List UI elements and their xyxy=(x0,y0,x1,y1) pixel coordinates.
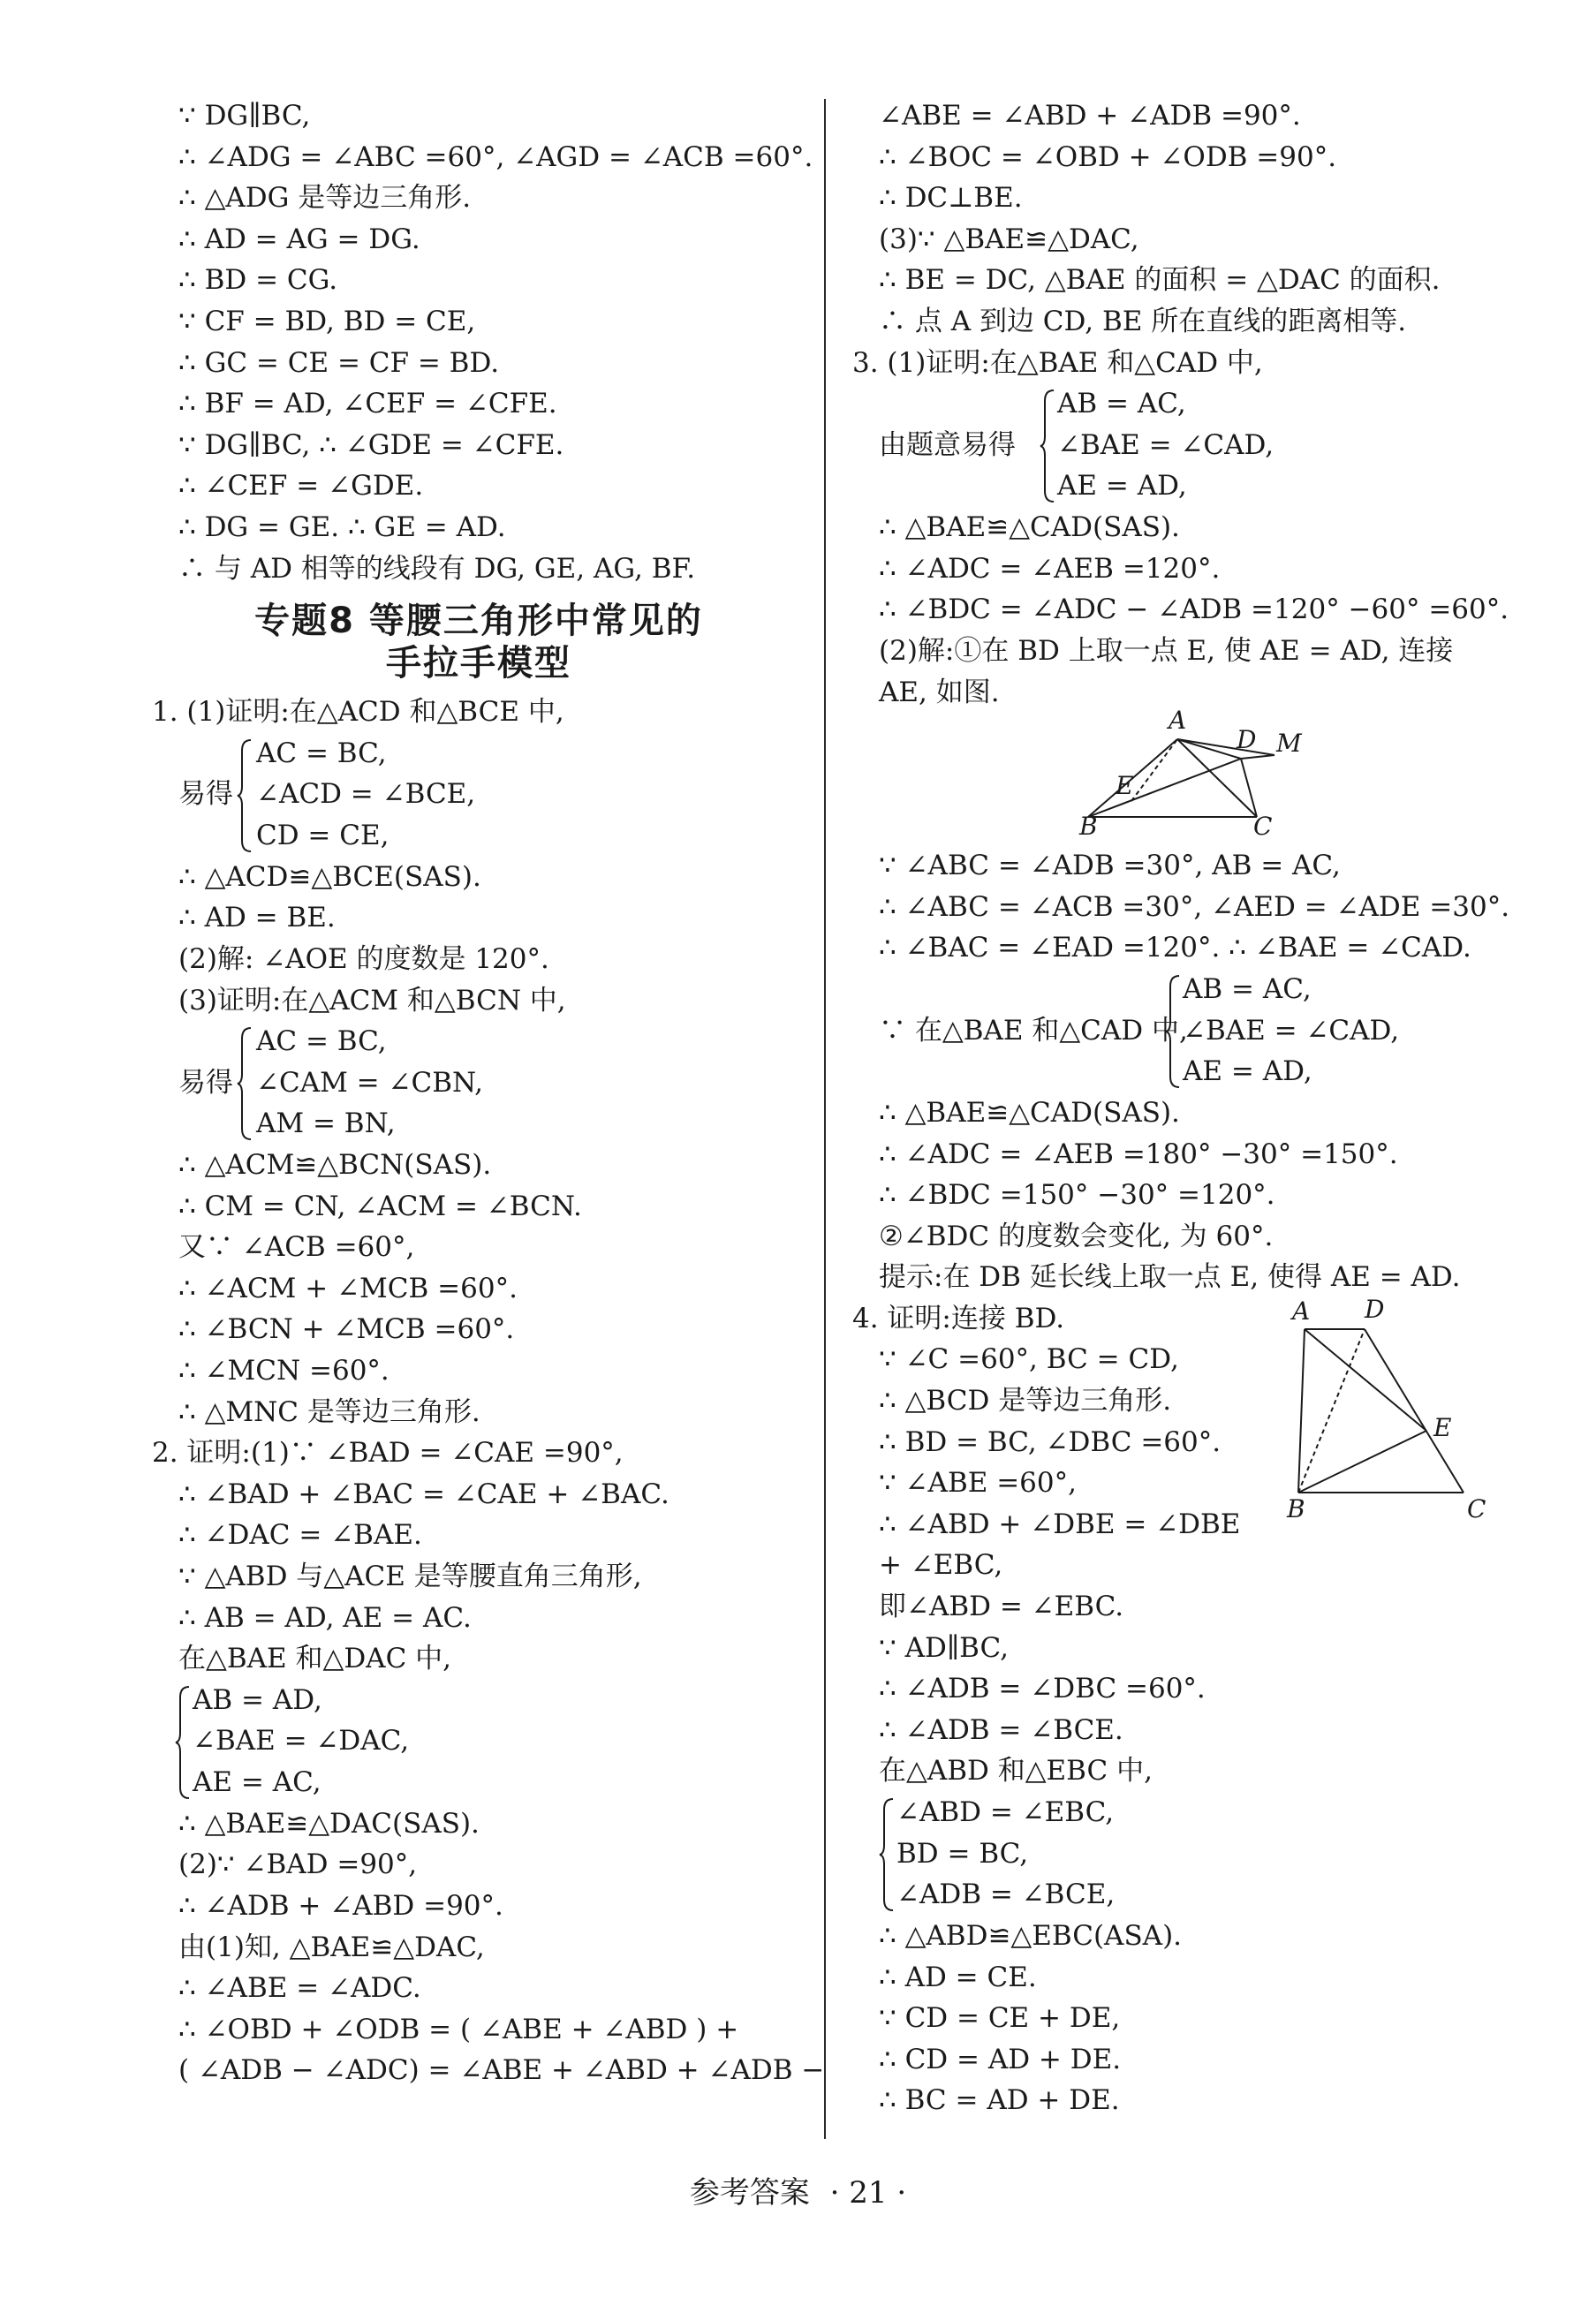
text-line: (2)解: ∠AOE 的度数是 120°. xyxy=(178,942,549,975)
text-line: ∵ ∠C =60°, BC = CD, xyxy=(879,1343,1179,1376)
text-line: ∴ ∠BAC = ∠EAD =120°. ∴ ∠BAE = ∠CAD. xyxy=(879,932,1471,964)
system-row: AE = AD, xyxy=(1057,470,1187,503)
point-label: B xyxy=(1079,812,1098,842)
equation-system xyxy=(152,1680,806,1803)
equation-system xyxy=(852,969,1524,1092)
text-line: ∴ ∠BDC = ∠ADC − ∠ADB =120° −60° =60°. xyxy=(879,593,1509,626)
text-line: (2)∵ ∠BAD =90°, xyxy=(178,1848,418,1881)
text-line: ∴ ∠ADG = ∠ABC =60°, ∠AGD = ∠ACB =60°. xyxy=(178,140,813,173)
system-row: AM = BN, xyxy=(256,1107,396,1140)
text-line: 又∵ ∠ACB =60°, xyxy=(178,1231,415,1264)
system-row: AB = AD, xyxy=(193,1683,322,1716)
text-line: ∵ ∠ABC = ∠ADB =30°, AB = AC, xyxy=(879,850,1341,882)
system-row: ∠ADB = ∠BCE, xyxy=(896,1878,1116,1911)
text-line: ∵ △ABD 与△ACE 是等腰直角三角形, xyxy=(178,1561,642,1593)
text-line: ∴ ∠BCN + ∠MCB =60°. xyxy=(178,1313,515,1346)
text-line: ∵ ∠ABE =60°, xyxy=(879,1467,1077,1500)
text-line: ∴ ∠ABD + ∠DBE = ∠DBE xyxy=(879,1508,1241,1540)
text-line: ∴ ∠BAD + ∠BAC = ∠CAE + ∠BAC. xyxy=(178,1478,669,1510)
system-row: ∠BAE = ∠DAC, xyxy=(193,1725,410,1758)
text-line: ∴ △ACM≌△BCN(SAS). xyxy=(178,1149,492,1182)
point-label: A xyxy=(1292,1296,1311,1326)
text-line: 提示:在 DB 延长线上取一点 E, 使得 AE = AD. xyxy=(879,1261,1461,1294)
text-line: ∴ ∠ADC = ∠AEB =180° −30° =150°. xyxy=(879,1138,1398,1170)
text-line: ∴ ∠ADB + ∠ABD =90°. xyxy=(178,1890,503,1922)
text-line: (2)解:①在 BD 上取一点 E, 使 AE = AD, 连接 xyxy=(879,634,1454,667)
system-row: ∠CAM = ∠CBN, xyxy=(256,1066,483,1099)
text-line: ∴ ∠OBD + ∠ODB = ( ∠ABE + ∠ABD ) + xyxy=(178,2013,739,2045)
column-divider xyxy=(824,99,826,2139)
text-line: ∴ BE = DC, △BAE 的面积 = △DAC 的面积. xyxy=(879,264,1441,297)
text-line: ∴ ∠ABE = ∠ADC. xyxy=(178,1972,421,2005)
system-row: ∠BAE = ∠CAD, xyxy=(1183,1014,1400,1047)
system-label: 由题意易得 xyxy=(879,428,1016,461)
figure-4 xyxy=(1287,1294,1506,1523)
system-row: AE = AD, xyxy=(1183,1055,1312,1088)
footer-label: 参考答案 xyxy=(689,2175,810,2211)
problem-3-heading: 3. (1)证明:在△BAE 和△CAD 中, xyxy=(852,346,1263,379)
text-line: ∴ DG = GE. ∴ GE = AD. xyxy=(178,510,506,543)
problem-4 xyxy=(852,1294,1524,2121)
text-line: + ∠EBC, xyxy=(879,1549,1003,1582)
text-line: ∵ CD = CE + DE, xyxy=(879,2002,1121,2035)
text-line: ∴ ∠ADB = ∠BCE. xyxy=(879,1713,1123,1746)
point-label: D xyxy=(1365,1294,1385,1324)
text-line: ∴ CM = CN, ∠ACM = ∠BCN. xyxy=(178,1190,582,1222)
text-line: ∴ ∠ADC = ∠AEB =120°. xyxy=(879,552,1221,585)
system-row: ∠ACD = ∠BCE, xyxy=(256,778,476,811)
equation-system xyxy=(852,383,1524,507)
system-row: AC = BC, xyxy=(256,737,387,769)
text-line: 在△BAE 和△DAC 中, xyxy=(178,1643,452,1675)
system-row: BD = BC, xyxy=(896,1837,1029,1870)
text-line: ∴ ∠ABC = ∠ACB =30°, ∠AED = ∠ADE =30°. xyxy=(879,890,1510,923)
system-label: ∵ 在△BAE 和△CAD 中, xyxy=(879,1014,1188,1047)
point-label: C xyxy=(1253,812,1273,842)
brace-icon xyxy=(1165,974,1183,1089)
point-label: M xyxy=(1276,729,1302,759)
text-line: ∴ ∠MCN =60°. xyxy=(178,1355,390,1387)
brace-icon xyxy=(237,1026,254,1141)
page-number: · 21 · xyxy=(829,2175,907,2211)
brace-icon xyxy=(879,1797,896,1912)
figure-3 xyxy=(852,706,1524,845)
text-line: ∴ BD = CG. xyxy=(178,264,338,297)
problem-2-heading: 2. 证明:(1)∵ ∠BAD = ∠CAE =90°, xyxy=(152,1437,624,1470)
trapezoid-figure-4 xyxy=(1294,1298,1506,1519)
text-line: ∴ GC = CE = CF = BD. xyxy=(178,346,500,379)
text-line: ∴ ∠CEF = ∠GDE. xyxy=(178,470,424,503)
text-line: ∴ △ACD≌△BCE(SAS). xyxy=(178,860,481,893)
system-label: 易得 xyxy=(178,778,233,811)
text-line: ∴ AD = BE. xyxy=(178,902,336,934)
text-line: ∴ BF = AD, ∠CEF = ∠CFE. xyxy=(178,388,557,420)
text-line: ∴ 点 A 到边 CD, BE 所在直线的距离相等. xyxy=(879,305,1407,337)
system-row: AB = AC, xyxy=(1183,972,1312,1005)
text-line: 由(1)知, △BAE≌△DAC, xyxy=(178,1931,485,1963)
text-line: ∵ DG∥BC, xyxy=(178,100,311,132)
system-row: ∠BAE = ∠CAD, xyxy=(1057,428,1275,461)
equation-system xyxy=(852,1792,1524,1916)
text-line: ∴ ∠BDC =150° −30° =120°. xyxy=(879,1179,1275,1212)
system-row: CD = CE, xyxy=(256,819,390,851)
system-row: AC = BC, xyxy=(256,1025,387,1058)
text-line: ∴ ∠BOC = ∠OBD + ∠ODB =90°. xyxy=(879,140,1337,173)
text-line: ∴ ∠DAC = ∠BAE. xyxy=(178,1519,422,1552)
text-line: (3)证明:在△ACM 和△BCN 中, xyxy=(178,984,566,1017)
point-label: C xyxy=(1467,1493,1486,1523)
text-line: ∴ △BAE≌△DAC(SAS). xyxy=(178,1807,480,1840)
text-line: ∴ △BAE≌△CAD(SAS). xyxy=(879,511,1180,544)
text-line: ∴ AB = AD, AE = AC. xyxy=(178,1601,472,1634)
left-column xyxy=(152,95,825,2091)
brace-icon xyxy=(1040,389,1057,503)
text-line: ( ∠ADB − ∠ADC) = ∠ABE + ∠ABD + ∠ADB − xyxy=(178,2054,825,2087)
brace-icon xyxy=(237,738,254,853)
text-line: ∴ △ADG 是等边三角形. xyxy=(178,182,472,215)
text-line: ∴ AD = CE. xyxy=(879,1961,1037,1993)
text-line: ∴ CD = AD + DE. xyxy=(879,2043,1122,2075)
equation-system xyxy=(152,1021,806,1145)
triangle-figure-3 xyxy=(852,713,1524,845)
point-label: A xyxy=(1169,706,1187,736)
point-label: E xyxy=(1433,1412,1452,1442)
brace-icon xyxy=(175,1685,193,1800)
right-column xyxy=(852,95,1524,2121)
text-line: ∴ △BAE≌△CAD(SAS). xyxy=(879,1096,1180,1129)
problem-1-heading: 1. (1)证明:在△ACD 和△BCE 中, xyxy=(152,696,564,729)
text-line: ∴ DC⊥BE. xyxy=(879,182,1023,215)
text-line: ∴ △ABD≌△EBC(ASA). xyxy=(879,1920,1183,1952)
text-line: ∵ DG∥BC, ∴ ∠GDE = ∠CFE. xyxy=(178,428,564,461)
system-row: AE = AC, xyxy=(193,1766,321,1798)
text-line: ∵ CF = BD, BD = CE, xyxy=(178,305,476,337)
equation-system xyxy=(152,733,806,857)
system-row: AB = AC, xyxy=(1057,388,1186,420)
text-line: ∴ 与 AD 相等的线段有 DG, GE, AG, BF. xyxy=(178,552,696,585)
text-line: (3)∵ △BAE≌△DAC, xyxy=(879,223,1139,255)
section-title: 专题8 等腰三角形中常见的 xyxy=(254,601,703,642)
text-line: ∴ BD = BC, ∠DBC =60°. xyxy=(879,1425,1222,1458)
text-line: ∴ BC = AD + DE. xyxy=(879,2084,1120,2117)
text-line: ∴ △BCD 是等边三角形. xyxy=(879,1385,1172,1417)
text-line: 在△ABD 和△EBC 中, xyxy=(879,1755,1153,1788)
text-line: ∴ AD = AG = DG. xyxy=(178,223,420,255)
text-line: ②∠BDC 的度数会变化, 为 60°. xyxy=(879,1220,1274,1252)
text-line: AE, 如图. xyxy=(879,676,1000,708)
text-line: 即∠ABD = ∠EBC. xyxy=(879,1591,1124,1623)
problem-4-heading: 4. 证明:连接 BD. xyxy=(852,1302,1065,1334)
system-row: ∠ABD = ∠EBC, xyxy=(896,1796,1115,1828)
text-line: ∴ ∠ACM + ∠MCB =60°. xyxy=(178,1272,518,1304)
text-line: ∴ △MNC 是等边三角形. xyxy=(178,1395,480,1428)
section-title-line2: 手拉手模型 xyxy=(386,643,571,684)
text-line: ∴ ∠ADB = ∠DBC =60°. xyxy=(879,1673,1206,1705)
text-line: ∠ABE = ∠ABD + ∠ADB =90°. xyxy=(879,100,1301,132)
system-label: 易得 xyxy=(178,1066,233,1099)
point-label: E xyxy=(1116,771,1134,801)
text-line: ∵ AD∥BC, xyxy=(879,1631,1009,1664)
page-footer xyxy=(0,2168,1596,2211)
point-label: D xyxy=(1237,725,1257,755)
point-label: B xyxy=(1287,1493,1305,1523)
